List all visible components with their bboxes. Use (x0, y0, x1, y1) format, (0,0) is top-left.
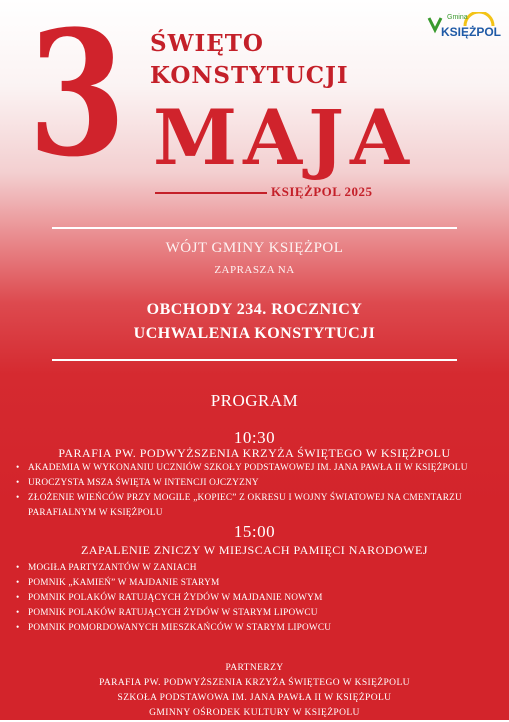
title-subtitle: KSIĘŻPOL 2025 (271, 184, 373, 199)
list-item: • ZŁOŻENIE WIEŃCÓW PRZY MOGILE „KOPIEC” Z OKRESU I WOJNY ŚWIATOWEJ NA CMENTARZU (14, 491, 468, 506)
partners-heading: PARTNERZY (225, 663, 284, 673)
program-heading: PROGRAM (210, 391, 299, 410)
program-list-2 (14, 561, 331, 636)
bottom-divider (52, 359, 457, 361)
program-block-heading-1: PARAFIA PW. PODWYŻSZENIA KRZYŻA ŚWIĘTEGO W KSIĘŻPOLU (58, 446, 451, 460)
list-item: • MOGIŁA PARTYZANTÓW W ZANIACH (14, 561, 331, 576)
program-list-1 (14, 461, 468, 521)
list-item: PARAFIALNYM W KSIĘŻPOLU (28, 508, 163, 518)
list-item: • UROCZYSTA MSZA ŚWIĘTA W INTENCJI OJCZYZNY (14, 476, 468, 491)
event-title-line2: UCHWALENIA KONSTYTUCJI (133, 325, 376, 342)
invites-text: ZAPRASZA NA (214, 264, 295, 276)
list-item: • POMNIK POLAKÓW RATUJĄCYCH ŻYDÓW W MAJDANIE NOWYM (14, 591, 331, 606)
list-item: • POMNIK „KAMIEŃ” W MAJDANIE STARYM (14, 576, 331, 591)
event-title-line1: OBCHODY 234. ROCZNICY (146, 301, 363, 318)
program-block-heading-2: ZAPALENIE ZNICZY W MIEJSCACH PAMIĘCI NARODOWEJ (81, 543, 428, 557)
title-dash-left (155, 192, 267, 194)
title-line-konstytucji: KONSTYTUCJI (150, 62, 349, 89)
program-time-1: 10:30 (233, 428, 276, 447)
logo-small-text: Gmina (447, 14, 468, 21)
title-line-swieto: ŚWIĘTO (150, 30, 264, 57)
top-divider (52, 227, 457, 229)
list-item: • POMNIK POLAKÓW RATUJĄCYCH ŻYDÓW W STARYM LIPOWCU (14, 606, 331, 621)
title-line-maja: MAJA (153, 93, 416, 182)
host-name: WÓJT GMINY KSIĘŻPOL (165, 240, 344, 256)
partner-line: PARAFIA PW. PODWYŻSZENIA KRZYŻA ŚWIĘTEGO W KSIĘŻPOLU (99, 678, 410, 688)
list-item: • AKADEMIA W WYKONANIU UCZNIÓW SZKOŁY PODSTAWOWEJ IM. JANA PAWŁA II W KSIĘŻPOLU (14, 461, 468, 476)
gmina-logo (425, 12, 502, 42)
partner-line: SZKOŁA PODSTAWOWA IM. JANA PAWŁA II W KSIĘŻPOLU (117, 693, 392, 703)
program-time-2: 15:00 (233, 522, 276, 541)
logo-big-text: KSIĘŻPOL (441, 25, 502, 39)
list-item: • POMNIK POMORDOWANYCH MIESZKAŃCÓW W STARYM LIPOWCU (14, 621, 331, 636)
title-number: 3 (28, 0, 123, 195)
partner-line: GMINNY OŚRODEK KULTURY W KSIĘŻPOLU (149, 708, 360, 718)
